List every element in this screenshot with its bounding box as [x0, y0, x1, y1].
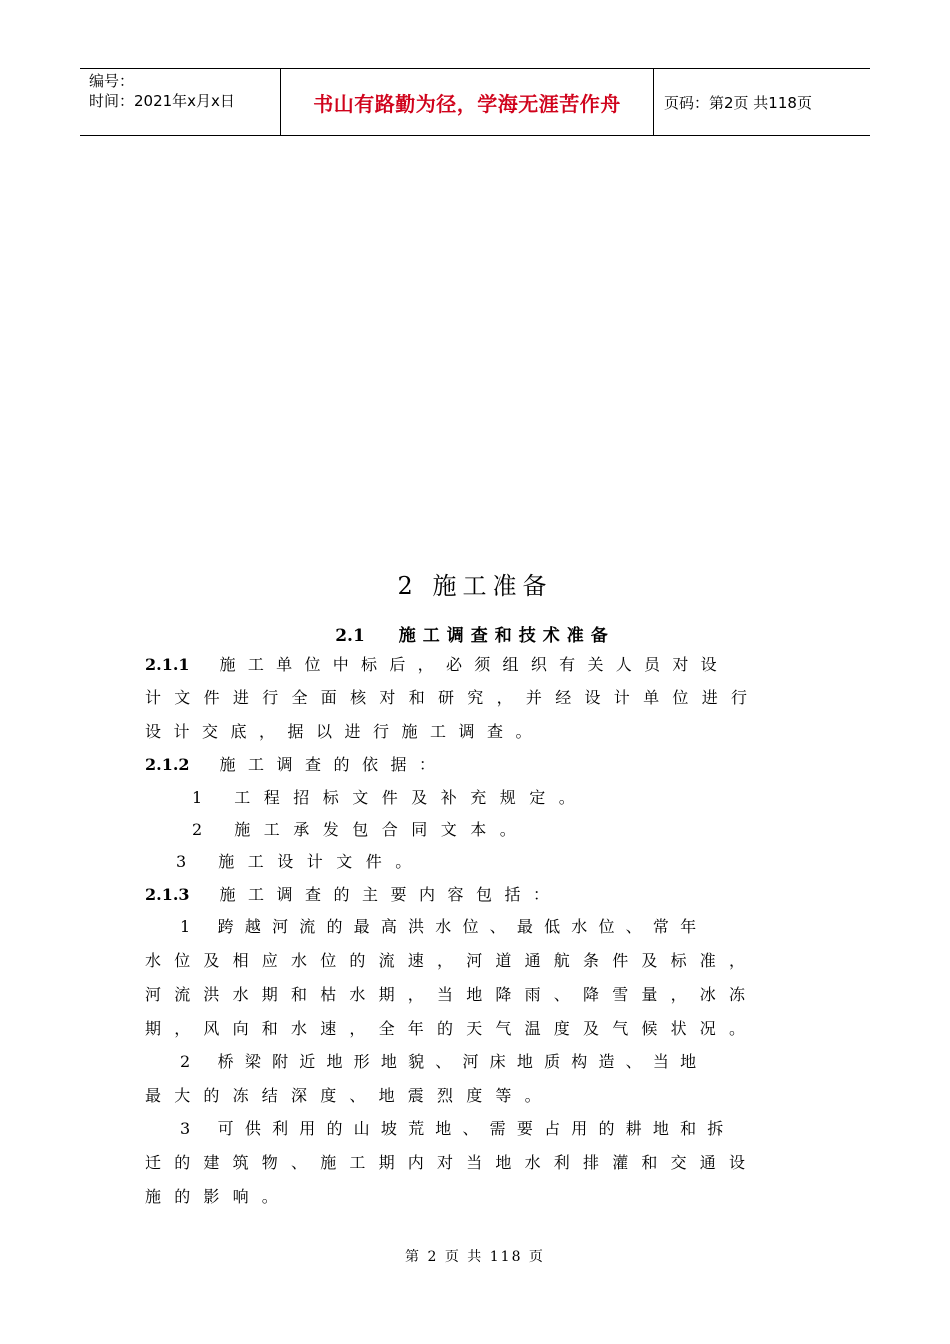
para-2-1-1-text: 施工单位中标后，必须组织有关人员对设	[219, 655, 729, 674]
para-text: 3 可供利用的山坡荒地、需要占用的耕地和拆	[180, 1119, 735, 1138]
para-text: 水位及相应水位的流速，河道通航条件及标准，	[145, 951, 759, 970]
para-2-1-2	[145, 754, 790, 776]
list-item-text: 3 施工设计文件。	[176, 852, 425, 871]
para-text: 施工调查的依据：	[219, 755, 448, 774]
para-2-1-1-line2	[145, 687, 790, 709]
header-motto: 书山有路勤为径，学海无涯苦作舟	[281, 69, 654, 135]
section-number: 2.1	[335, 626, 365, 646]
para-text: 2 桥梁附近地形地貌、河床地质构造、当地	[180, 1052, 708, 1071]
header-meta-cell	[80, 69, 281, 135]
para-text: 计文件进行全面核对和研究，并经设计单位进行	[145, 688, 761, 707]
para-text: 设计交底，据以进行施工调查。	[145, 722, 545, 741]
para-line	[180, 916, 825, 938]
section-title-text: 施工调查和技术准备	[398, 626, 615, 646]
para-text: 施工调查的主要内容包括：	[219, 885, 562, 904]
list-item-text: 1 工程招标文件及补充规定。	[192, 788, 589, 807]
para-line	[145, 1085, 790, 1107]
list-item-text: 2 施工承发包合同文本。	[192, 820, 530, 839]
chapter-title: 2 施工准备	[397, 572, 553, 600]
para-2-1-1-line1	[145, 654, 790, 676]
page-header	[80, 68, 870, 136]
para-text: 最大的冻结深度、地震烈度等。	[145, 1086, 554, 1105]
para-line	[180, 1051, 825, 1073]
list-item	[192, 787, 837, 809]
para-line	[145, 1018, 790, 1040]
number-label: 编号：	[89, 72, 135, 90]
para-text: 迁的建筑物、施工期内对当地水利排灌和交通设	[145, 1153, 759, 1172]
para-2-1-1-line3	[145, 721, 790, 743]
page-footer: 第 2 页 共 118 页	[405, 1249, 545, 1265]
para-text: 河流洪水期和枯水期，当地降雨、降雪量，冰冻	[145, 985, 759, 1004]
header-page-info: 页码：第2页 共118页	[664, 93, 812, 112]
para-text: 施的影响。	[145, 1187, 292, 1206]
para-line	[145, 950, 790, 972]
time-label: 时间：2021年x月x日	[89, 92, 235, 110]
list-item	[176, 851, 821, 873]
para-line	[180, 1118, 825, 1140]
para-line	[145, 1152, 790, 1174]
para-text: 1 跨越河流的最高洪水位、最低水位、常年	[180, 917, 708, 936]
para-line	[145, 1186, 790, 1208]
list-item	[192, 819, 837, 841]
section-title	[0, 621, 950, 646]
para-2-1-3-number: 2.1.3	[145, 885, 190, 904]
para-2-1-3	[145, 884, 790, 906]
para-2-1-1-number: 2.1.1	[145, 655, 190, 674]
para-text: 期，风向和水速，全年的天气温度及气候状况。	[145, 1019, 759, 1038]
para-2-1-2-number: 2.1.2	[145, 755, 190, 774]
para-line	[145, 984, 790, 1006]
